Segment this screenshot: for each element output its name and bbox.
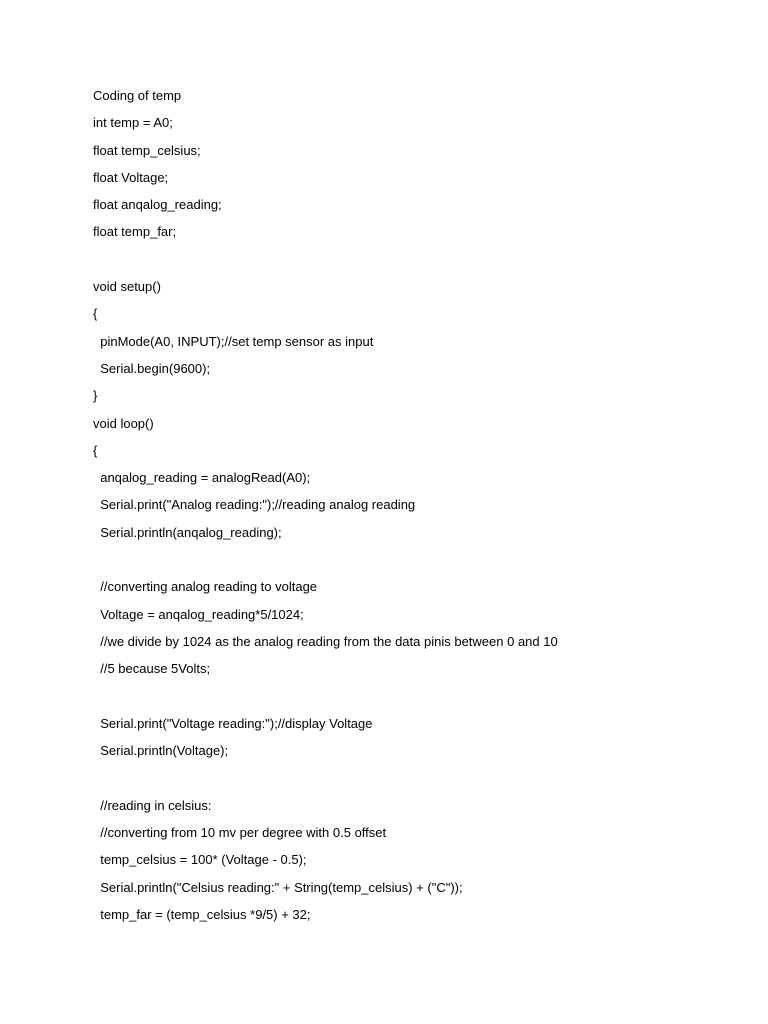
code-line: Serial.println("Celsius reading:" + String(temp_celsius) + ("C")); [93,879,463,895]
code-comment-line: //reading in celsius: [93,797,212,813]
code-line: Voltage = anqalog_reading*5/1024; [93,606,304,622]
code-comment-line: //converting analog reading to voltage [93,579,318,595]
code-comment-line: //we divide by 1024 as the analog reading from the data pinis between 0 and 10 [93,633,558,649]
code-line: Serial.print("Analog reading:");//reading analog reading [93,497,416,513]
code-line: float Voltage; [93,169,169,185]
code-line: int temp = A0; [93,115,173,131]
code-line: } [93,388,98,404]
code-line: void loop() [93,415,154,431]
blank-line [93,768,733,795]
blank-line [93,687,733,714]
blank-line [93,550,733,577]
code-line: float temp_far; [93,224,177,240]
code-line: pinMode(A0, INPUT);//set temp sensor as input [93,333,374,349]
code-line: Serial.print("Voltage reading:");//display Voltage [93,715,373,731]
code-line: { [93,306,98,322]
code-line: { [93,442,98,458]
code-comment-line: //converting from 10 mv per degree with 0.5 offset [93,825,387,841]
code-line: temp_celsius = 100* (Voltage - 0.5); [93,852,307,868]
code-line: Serial.println(Voltage); [93,743,229,759]
code-line: Serial.println(anqalog_reading); [93,524,282,540]
code-line: anqalog_reading = analogRead(A0); [93,470,311,486]
code-line: float temp_celsius; [93,142,201,158]
code-line: temp_far = (temp_celsius *9/5) + 32; [93,906,311,922]
code-document [93,86,733,932]
document-title: Coding of temp [93,88,182,103]
code-line: Serial.begin(9600); [93,360,211,376]
code-line: float anqalog_reading; [93,197,222,213]
code-comment-line: //5 because 5Volts; [93,661,211,677]
blank-line [93,250,733,277]
code-line: void setup() [93,279,161,295]
